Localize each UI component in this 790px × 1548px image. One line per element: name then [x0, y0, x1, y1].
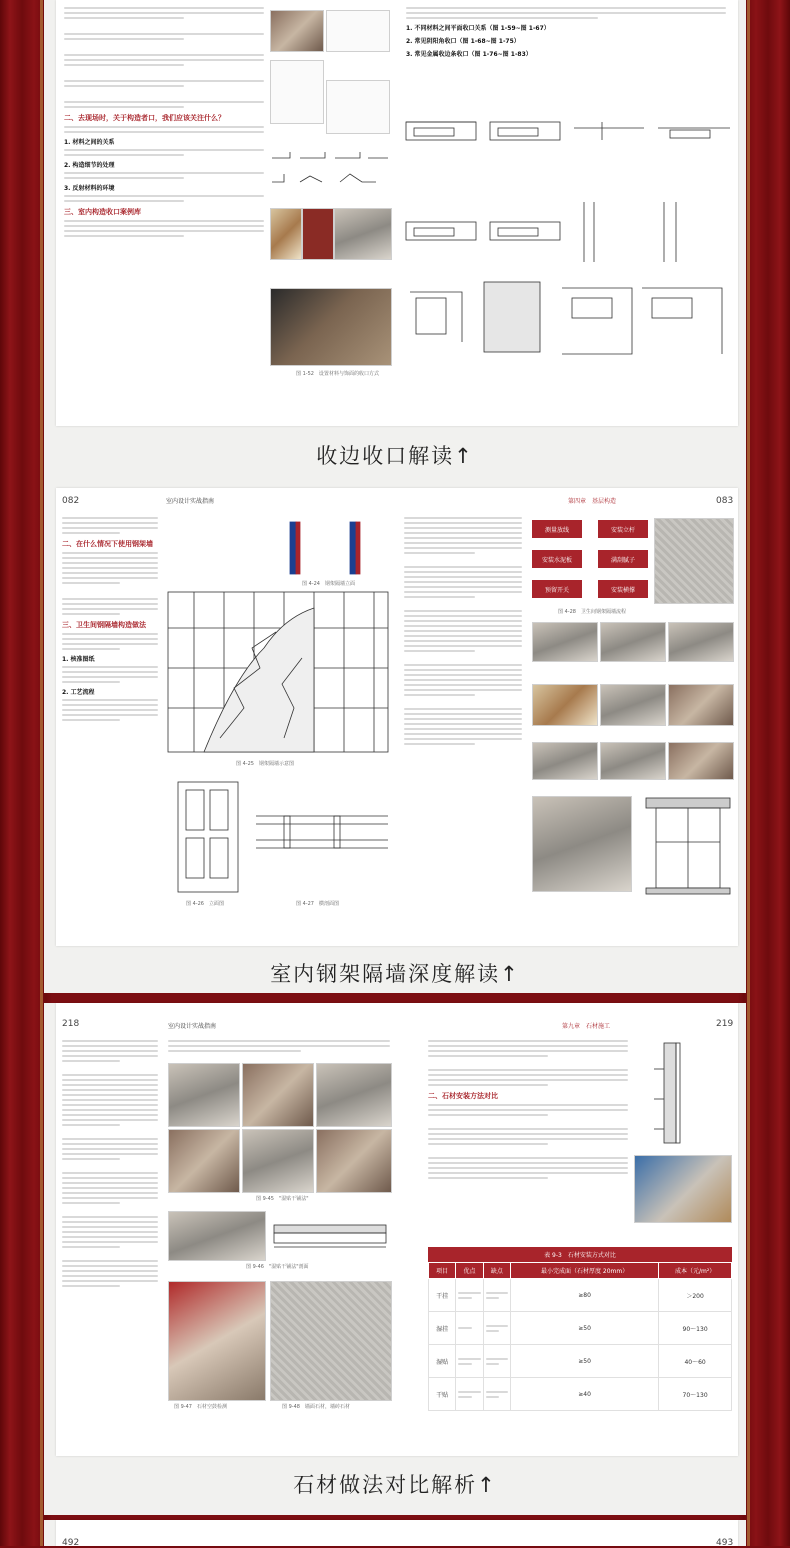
body-text [62, 1037, 158, 1290]
photo-figure [316, 1129, 392, 1193]
photo-figure [668, 684, 734, 726]
sub-heading: 2. 构造细节的处理 [64, 162, 115, 169]
photo-figure [634, 1155, 732, 1223]
table-cell: 70～130 [659, 1378, 732, 1411]
photo-figure [168, 1281, 266, 1401]
table-row [429, 1378, 732, 1411]
sub-heading: 2. 常见阴阳角收口（图 1-68~图 1-75） [406, 38, 520, 45]
table-cell [456, 1312, 483, 1345]
table-cell: 90～130 [659, 1312, 732, 1345]
section-heading: 二、石材安装方法对比 [428, 1092, 498, 1100]
body-text [428, 1037, 628, 1182]
photo-figure [270, 1281, 392, 1401]
right-page [398, 1003, 738, 1456]
table-header: 成本（元/m²） [659, 1263, 732, 1279]
page-number: 219 [716, 1019, 734, 1029]
section-drawing [270, 1211, 390, 1259]
left-page [56, 488, 396, 946]
table-cell: 湿贴 [429, 1345, 456, 1378]
panel-caption: 收边收口解读↑ [316, 444, 474, 468]
body-text [168, 1037, 390, 1055]
sub-heading: 2. 工艺流程 [62, 689, 95, 696]
photo-figure [168, 1129, 240, 1193]
photo-figure [242, 1129, 314, 1193]
right-page [398, 488, 738, 946]
section-heading: 二、在什么情况下使用钢架墙 [62, 540, 153, 548]
panel-caption: 室内钢架隔墙深度解读↑ [270, 962, 520, 986]
table-row [429, 1345, 732, 1378]
drawing-figure [326, 80, 390, 134]
flow-step: 测量放线 [532, 520, 582, 538]
photo-figure [654, 518, 734, 604]
running-head: 室内设计实战指南 [166, 498, 215, 505]
table-cell: ≥80 [510, 1279, 658, 1312]
flow-step: 预留开关 [532, 580, 582, 598]
body-text [64, 4, 264, 240]
comparison-table [428, 1247, 732, 1411]
table-header: 缺点 [483, 1263, 510, 1279]
photo-figure [302, 208, 334, 260]
table-cell [483, 1312, 510, 1345]
drawing-figure [270, 60, 324, 124]
figure-caption: 图 4-25 钢架隔墙示意图 [236, 761, 294, 767]
photo-figure [532, 796, 632, 892]
table-header: 项目 [429, 1263, 456, 1279]
elevation-and-plan-drawings [164, 776, 392, 896]
running-head: 第四章 基层构造 [568, 498, 617, 505]
left-page [56, 1003, 396, 1456]
page-number: 492 [62, 1538, 80, 1548]
drawing-figure [326, 10, 390, 52]
panel-edge-closure [44, 0, 746, 488]
page-number: 083 [716, 496, 734, 506]
table-cell: 40～60 [659, 1345, 732, 1378]
page-number: 218 [62, 1019, 80, 1029]
section-heading: 三、室内构造收口案例库 [64, 208, 141, 216]
table-cell: ＞200 [659, 1279, 732, 1312]
panel-caption: 石材做法对比解析↑ [293, 1473, 497, 1497]
flow-step: 安装立杆 [598, 520, 648, 538]
photo-figure [270, 10, 324, 52]
photo-figure [242, 1063, 314, 1127]
table-cell [456, 1378, 483, 1411]
photo-figure [532, 684, 598, 726]
page-number: 082 [62, 496, 80, 506]
flow-step: 安装横撑 [598, 580, 648, 598]
figure-caption: 图 4-28 卫生间钢架隔墙流程 [558, 609, 626, 615]
window-frame-drawing [642, 792, 734, 896]
partition-section-drawing [272, 518, 392, 578]
table-cell: ≥40 [510, 1378, 658, 1411]
section-heading: 二、去现场时，关于构造者口，我们应该关注什么？ [64, 114, 225, 122]
photo-figure [270, 288, 392, 366]
photo-figure [600, 684, 666, 726]
photo-figure [532, 742, 598, 780]
figure-caption: 图 9-46 "湿贴干铺法"剖面 [246, 1264, 309, 1270]
table-cell: ≥50 [510, 1312, 658, 1345]
table-cell: ≥50 [510, 1345, 658, 1378]
photo-figure [600, 622, 666, 662]
body-text [406, 4, 726, 60]
photo-figure [668, 622, 734, 662]
photo-figure [270, 208, 302, 260]
gold-border-right [747, 0, 750, 1546]
book-spread-3 [56, 1003, 738, 1456]
steel-frame-elevation [164, 588, 392, 758]
flow-step: 安装水泥板 [532, 550, 582, 568]
book-spread-1 [56, 0, 738, 426]
table-cell [483, 1345, 510, 1378]
figure-caption: 图 4-26 立面图 [186, 901, 224, 907]
flow-step: 满刮腻子 [598, 550, 648, 568]
table-row [429, 1312, 732, 1345]
photo-figure [668, 742, 734, 780]
figure-caption: 图 9-48 墙面石材，墙砖石材 [282, 1404, 350, 1410]
detail-drawings [270, 148, 390, 198]
photo-figure [168, 1063, 240, 1127]
figure-caption: 图 4-24 钢架隔墙立面 [302, 581, 355, 587]
sub-heading: 1. 材料之间的关系 [64, 139, 115, 146]
figure-caption: 图 4-27 横剖面图 [296, 901, 339, 907]
gold-border-left [40, 0, 43, 1546]
sub-heading: 1. 核准图纸 [62, 656, 95, 663]
table-cell [456, 1279, 483, 1312]
section-detail-drawings [402, 92, 734, 388]
photo-figure [334, 208, 392, 260]
panel-stone-methods [44, 1003, 746, 1515]
table-cell: 湿挂 [429, 1312, 456, 1345]
left-page [56, 0, 396, 426]
photo-figure [168, 1211, 266, 1261]
table-cell: 干贴 [429, 1378, 456, 1411]
photo-figure [532, 622, 598, 662]
table-cell [456, 1345, 483, 1378]
section-heading: 三、卫生间钢隔墙构造做法 [62, 621, 146, 629]
book-spread-4 [56, 1520, 738, 1546]
table-cell [483, 1279, 510, 1312]
panel-steel-partition [44, 488, 746, 993]
sub-heading: 3. 反射材料的环境 [64, 185, 115, 192]
table-cell: 干挂 [429, 1279, 456, 1312]
photo-figure [600, 742, 666, 780]
sub-heading: 1. 不同材料之间平面收口关系（图 1-59~图 1-67） [406, 25, 550, 32]
table-row [429, 1279, 732, 1312]
page-number: 493 [716, 1538, 734, 1548]
body-text [404, 514, 522, 748]
photo-figure [316, 1063, 392, 1127]
body-text [62, 514, 158, 724]
table-header: 优点 [456, 1263, 483, 1279]
sub-heading: 3. 常见金属收边条收口（图 1-76~图 1-83） [406, 51, 532, 58]
running-head: 第九章 石材施工 [562, 1023, 611, 1030]
running-head: 室内设计实战指南 [168, 1023, 217, 1030]
figure-caption: 图 1-52 设置材料与饰面的收口方式 [296, 371, 379, 377]
figure-caption: 图 9-45 "湿贴干铺法" [256, 1196, 309, 1202]
figure-caption: 图 9-47 石材空鼓检测 [174, 1404, 227, 1410]
panel-next-partial [44, 1520, 746, 1546]
book-spread-2 [56, 488, 738, 946]
wall-section-drawing [634, 1039, 730, 1149]
right-page [398, 0, 738, 426]
table-title: 表 9-3 石材安装方式对比 [428, 1247, 732, 1262]
table-header: 最小完成面（石材厚度 20mm） [510, 1263, 658, 1279]
table-cell [483, 1378, 510, 1411]
